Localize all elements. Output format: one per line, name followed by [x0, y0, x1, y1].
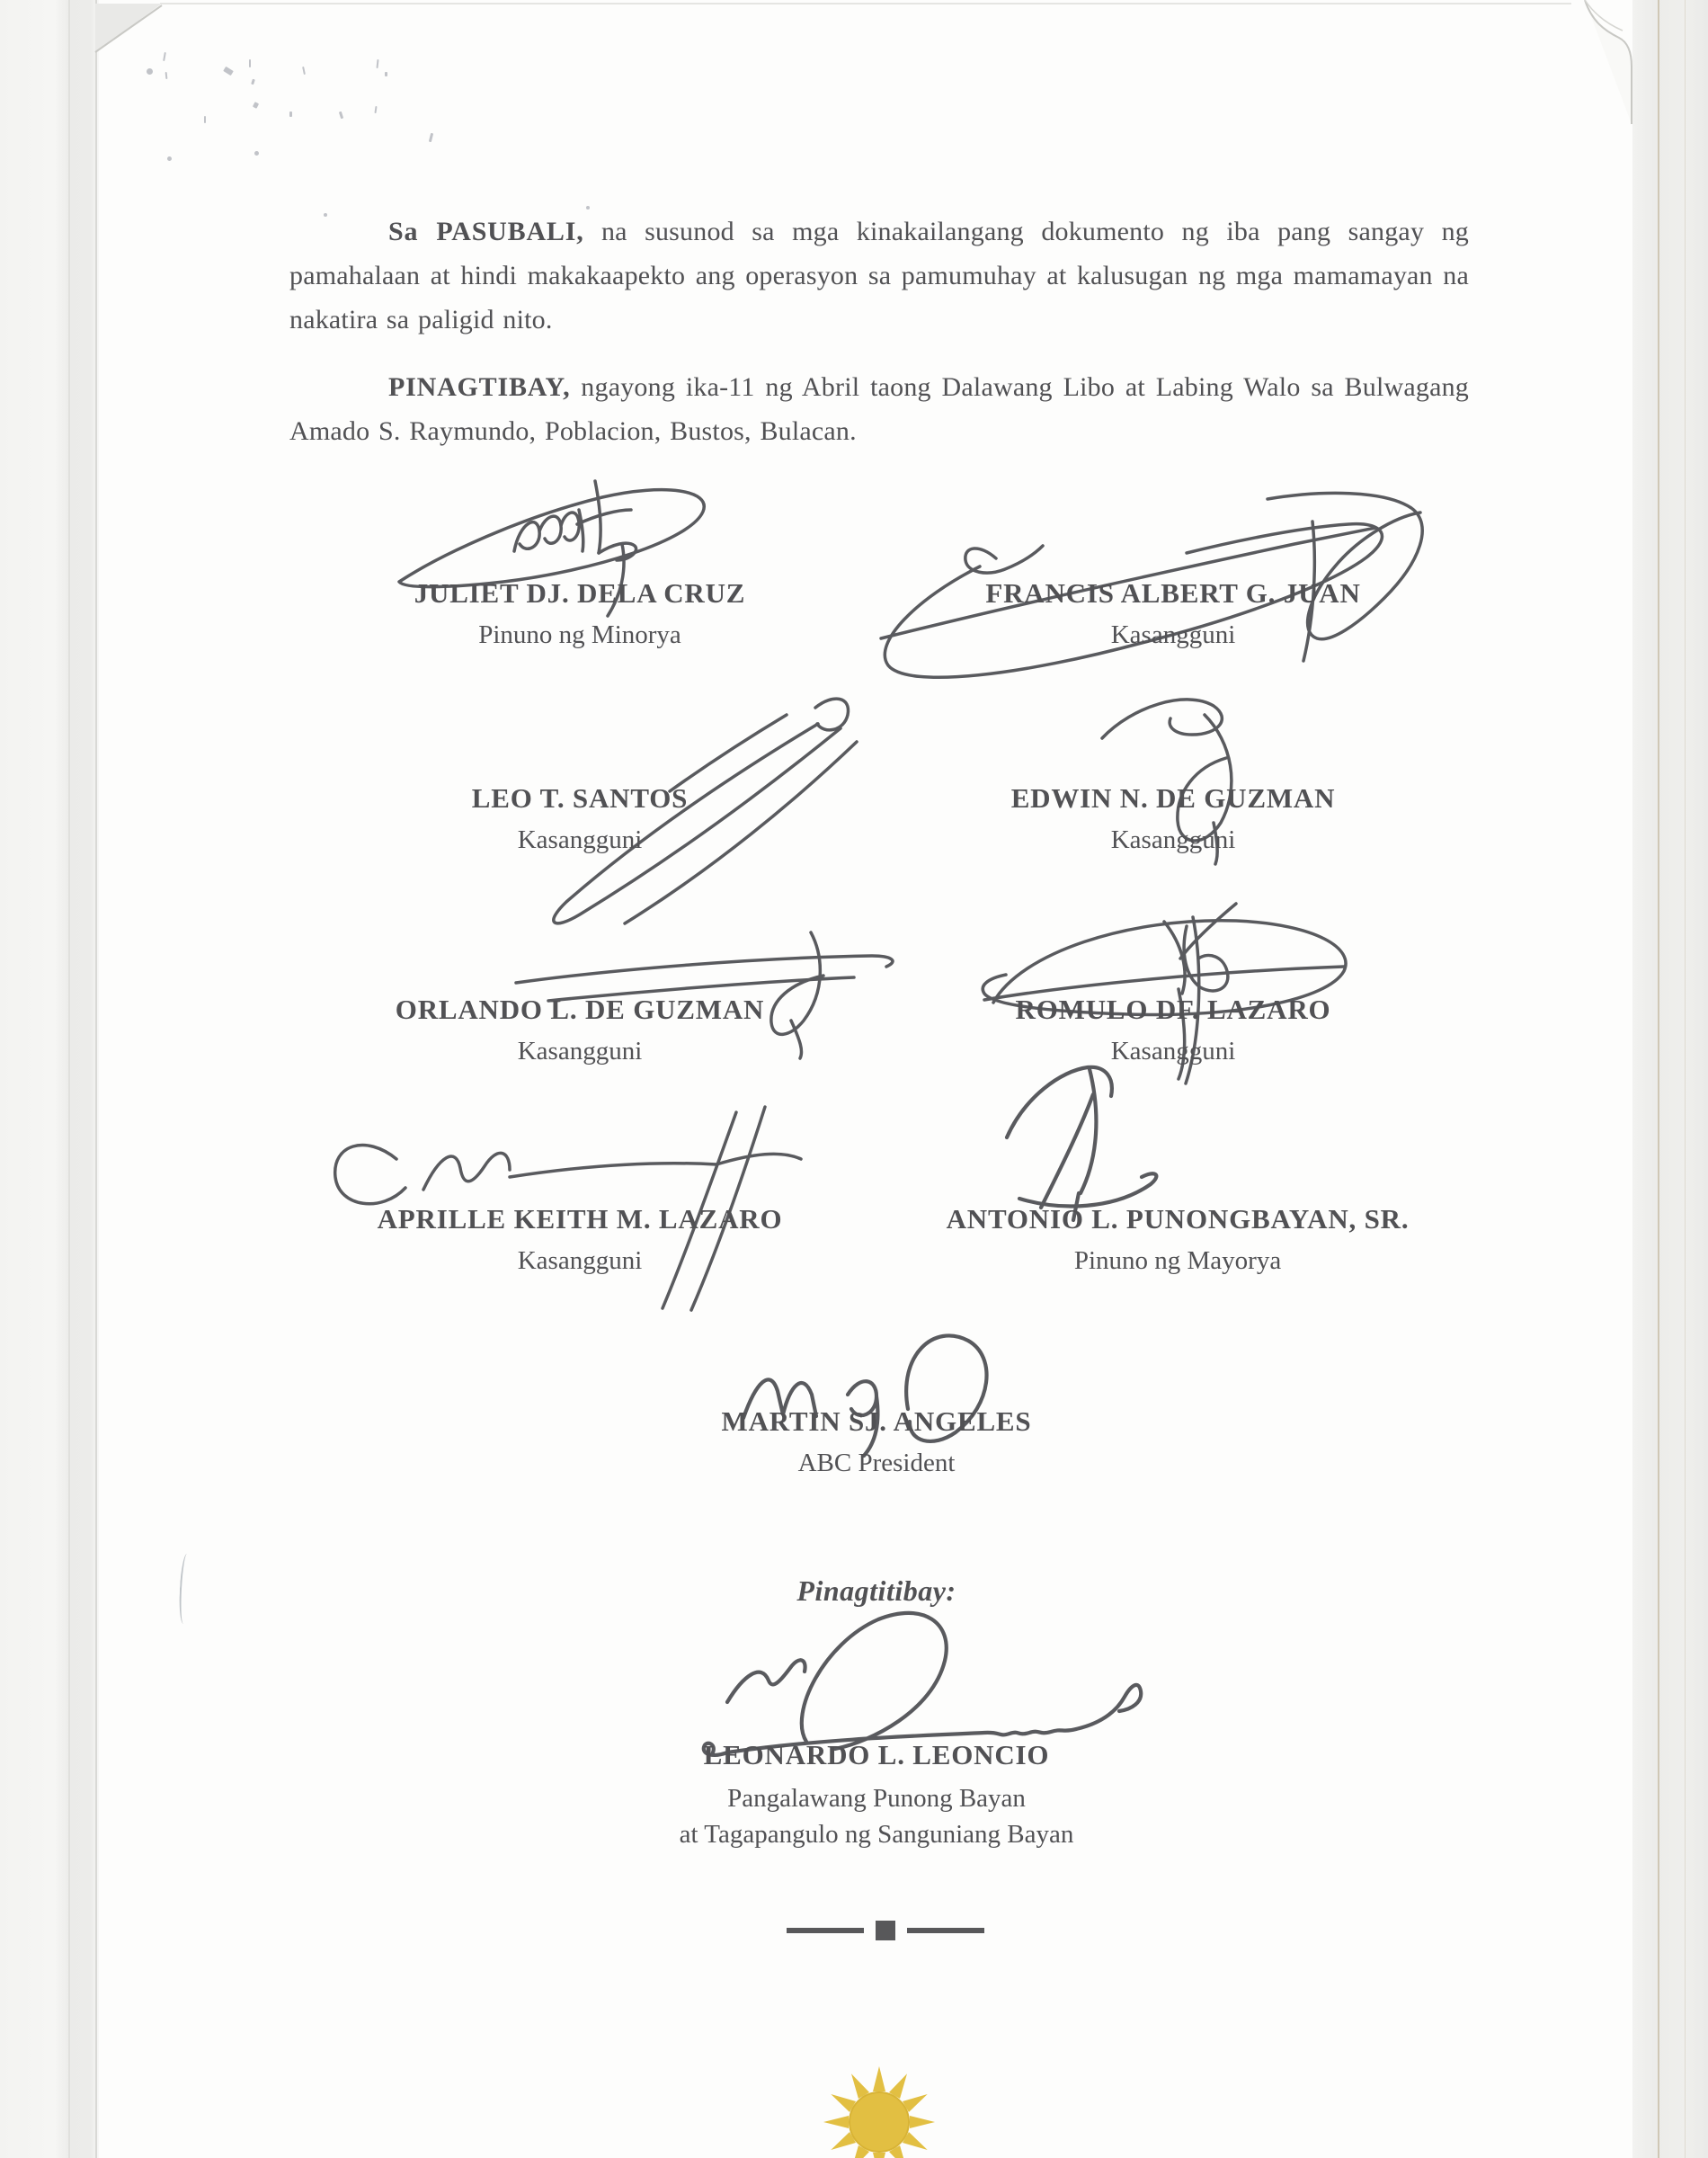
paragraph-pasubali	[289, 210, 1469, 342]
signatory-role: Kasangguni	[517, 1246, 643, 1275]
scan-edge-hairline	[1685, 0, 1686, 2158]
paper-top-edge	[160, 3, 1571, 4]
attestation-role-line2: at Tagapangulo ng Sanguniang Bayan	[679, 1820, 1074, 1849]
divider-line	[787, 1928, 864, 1933]
philippine-sun-icon	[807, 2064, 951, 2158]
signatory-block-juan	[881, 573, 1465, 655]
attestation-name: LEONARDO L. LEONCIO	[703, 1739, 1050, 1770]
signatory-name: ANTONIO L. PUNONGBAYAN, SR.	[946, 1203, 1410, 1235]
signatory-block-de-guzman-edwin	[881, 778, 1465, 861]
attestation-role-line1: Pangalawang Punong Bayan	[727, 1784, 1026, 1813]
signatory-role: Kasangguni	[1110, 825, 1236, 854]
scan-left-edge	[0, 0, 99, 2158]
signatory-block-dela-cruz	[297, 573, 863, 655]
signatory-role: ABC President	[797, 1449, 956, 1477]
scan-right-edge	[1632, 0, 1708, 2158]
signatory-role: Pinuno ng Mayorya	[1073, 1246, 1282, 1275]
signatory-name: FRANCIS ALBERT G. JUAN	[985, 577, 1361, 609]
divider-square-icon	[876, 1921, 895, 1940]
signatory-block-punongbayan	[881, 1199, 1474, 1281]
divider-line	[907, 1928, 984, 1933]
paragraph-body: na susunod sa mga kinakailangang dokumento ng iba pang sangay ng pamahalaan at hindi makakaapekto ang operasyon sa pamumuhay at kalusugan ng mga mamamayan na nakatira sa paligid nito.	[289, 217, 1469, 334]
signatory-role: Kasangguni	[517, 825, 643, 854]
signatory-role: Kasangguni	[1110, 620, 1236, 649]
signatory-name: ORLANDO L. DE GUZMAN	[395, 994, 765, 1025]
paragraph-body: ngayong ika-11 ng Abril taong Dalawang Libo at Labing Walo sa Bulwagang Amado S. Raymundo, Poblacion, Bustos, Bulacan.	[289, 372, 1469, 446]
signatory-block-santos	[297, 778, 863, 861]
signatory-role: Pinuno ng Minorya	[478, 620, 681, 649]
signatory-block-de-guzman-orlando	[297, 989, 863, 1072]
signatory-block-angeles	[584, 1401, 1169, 1484]
paragraph-lead: PINAGTIBAY,	[388, 372, 571, 402]
scan-edge-hairline	[68, 0, 70, 2158]
attestation-heading: Pinagtitibay:	[796, 1574, 956, 1607]
scan-edge-hairline	[95, 0, 97, 2158]
signatory-name: JULIET DJ. DELA CRUZ	[414, 577, 746, 609]
clipped-corner	[95, 4, 162, 52]
signatory-name: LEO T. SANTOS	[471, 782, 689, 814]
section-end-divider	[706, 1921, 1065, 1940]
signatory-role: Kasangguni	[517, 1037, 643, 1066]
signatory-name: APRILLE KEITH M. LAZARO	[377, 1203, 783, 1235]
signatory-block-lazaro-romulo	[881, 989, 1465, 1072]
paragraph-pinagtibay	[289, 365, 1469, 453]
signatory-role: Kasangguni	[1110, 1037, 1236, 1066]
page-fold-curl-icon	[1560, 0, 1636, 126]
signatory-block-lazaro-aprille	[297, 1199, 863, 1281]
scan-edge-hairline	[1658, 0, 1659, 2158]
paragraph-lead: Sa PASUBALI,	[388, 217, 584, 246]
signatory-name: MARTIN SJ. ANGELES	[721, 1405, 1032, 1437]
pencil-stray-mark	[178, 1554, 192, 1625]
signatory-name: EDWIN N. DE GUZMAN	[1010, 782, 1336, 814]
signatory-name: ROMULO DF. LAZARO	[1015, 994, 1331, 1025]
attestation-block-leoncio	[539, 1734, 1214, 1852]
